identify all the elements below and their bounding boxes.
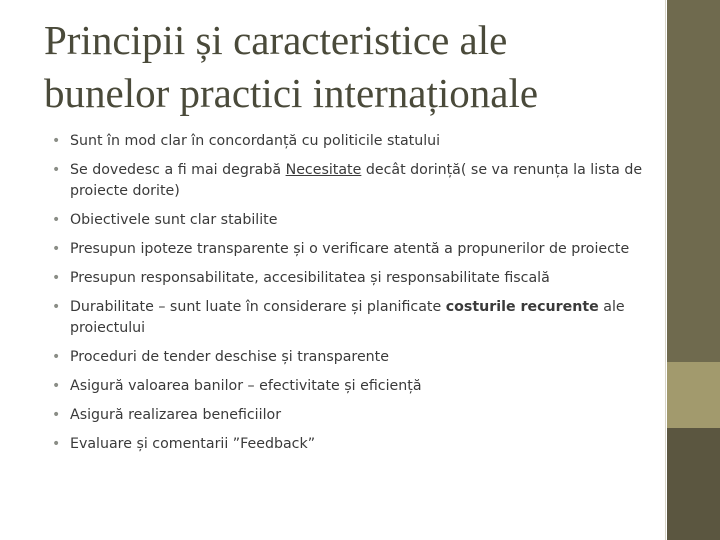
underlined-term: Necesitate: [285, 162, 362, 178]
bullet-item: [52, 131, 648, 152]
bullet-dot-icon: •: [52, 133, 61, 149]
title-line-2: bunelor practici internaționale: [44, 70, 539, 116]
bullet-item: [52, 347, 648, 368]
bullet-dot-icon: •: [52, 299, 61, 315]
bullet-dot-icon: •: [52, 162, 61, 178]
bullet-dot-icon: •: [52, 349, 61, 365]
bold-term: costurile recurente: [445, 299, 599, 315]
bullet-dot-icon: •: [52, 270, 61, 286]
bullet-text-pre: Se dovedesc a fi mai degrabă: [70, 162, 286, 178]
bullet-item: [52, 405, 648, 426]
bullet-text: Proceduri de tender deschise și transparente: [70, 349, 389, 365]
bullet-dot-icon: •: [52, 436, 61, 452]
bullet-text: Presupun ipoteze transparente și o verificare atentă a propunerilor de proiecte: [70, 241, 630, 257]
bullet-item: [52, 434, 648, 455]
bullet-text-pre: Durabilitate – sunt luate în considerare și planificate: [70, 299, 446, 315]
bullet-item: [52, 160, 648, 202]
bullet-text: Asigură valoarea banilor – efectivitate și eficiență: [70, 378, 422, 394]
bullet-text: Presupun responsabilitate, accesibilitatea și responsabilitate fiscală: [70, 270, 550, 286]
bullet-item: [52, 297, 648, 339]
bullet-item: [52, 239, 648, 260]
bullet-list: [52, 131, 648, 463]
bullet-text: Sunt în mod clar în concordanță cu politicile statului: [70, 133, 441, 149]
side-band-light: [667, 362, 720, 428]
bullet-item: [52, 268, 648, 289]
bullet-text-post: decât dorință( se va renunța la lista de proiecte dorite): [70, 162, 643, 199]
bullet-dot-icon: •: [52, 212, 61, 228]
bullet-text: Obiectivele sunt clar stabilite: [70, 212, 278, 228]
slide-title: [44, 14, 654, 120]
bullet-text-post: ale proiectului: [70, 299, 625, 336]
bullet-item: [52, 210, 648, 231]
title-line-1: Principii și caracteristice ale: [44, 17, 508, 63]
bullet-dot-icon: •: [52, 241, 61, 257]
side-decoration-bar: [667, 0, 720, 540]
bullet-dot-icon: •: [52, 407, 61, 423]
side-divider: [665, 0, 666, 540]
bullet-text: Asigură realizarea beneficiilor: [70, 407, 282, 423]
bullet-text: Evaluare și comentarii ”Feedback”: [70, 436, 316, 452]
bullet-item: [52, 376, 648, 397]
side-band-dark: [667, 428, 720, 540]
bullet-dot-icon: •: [52, 378, 61, 394]
